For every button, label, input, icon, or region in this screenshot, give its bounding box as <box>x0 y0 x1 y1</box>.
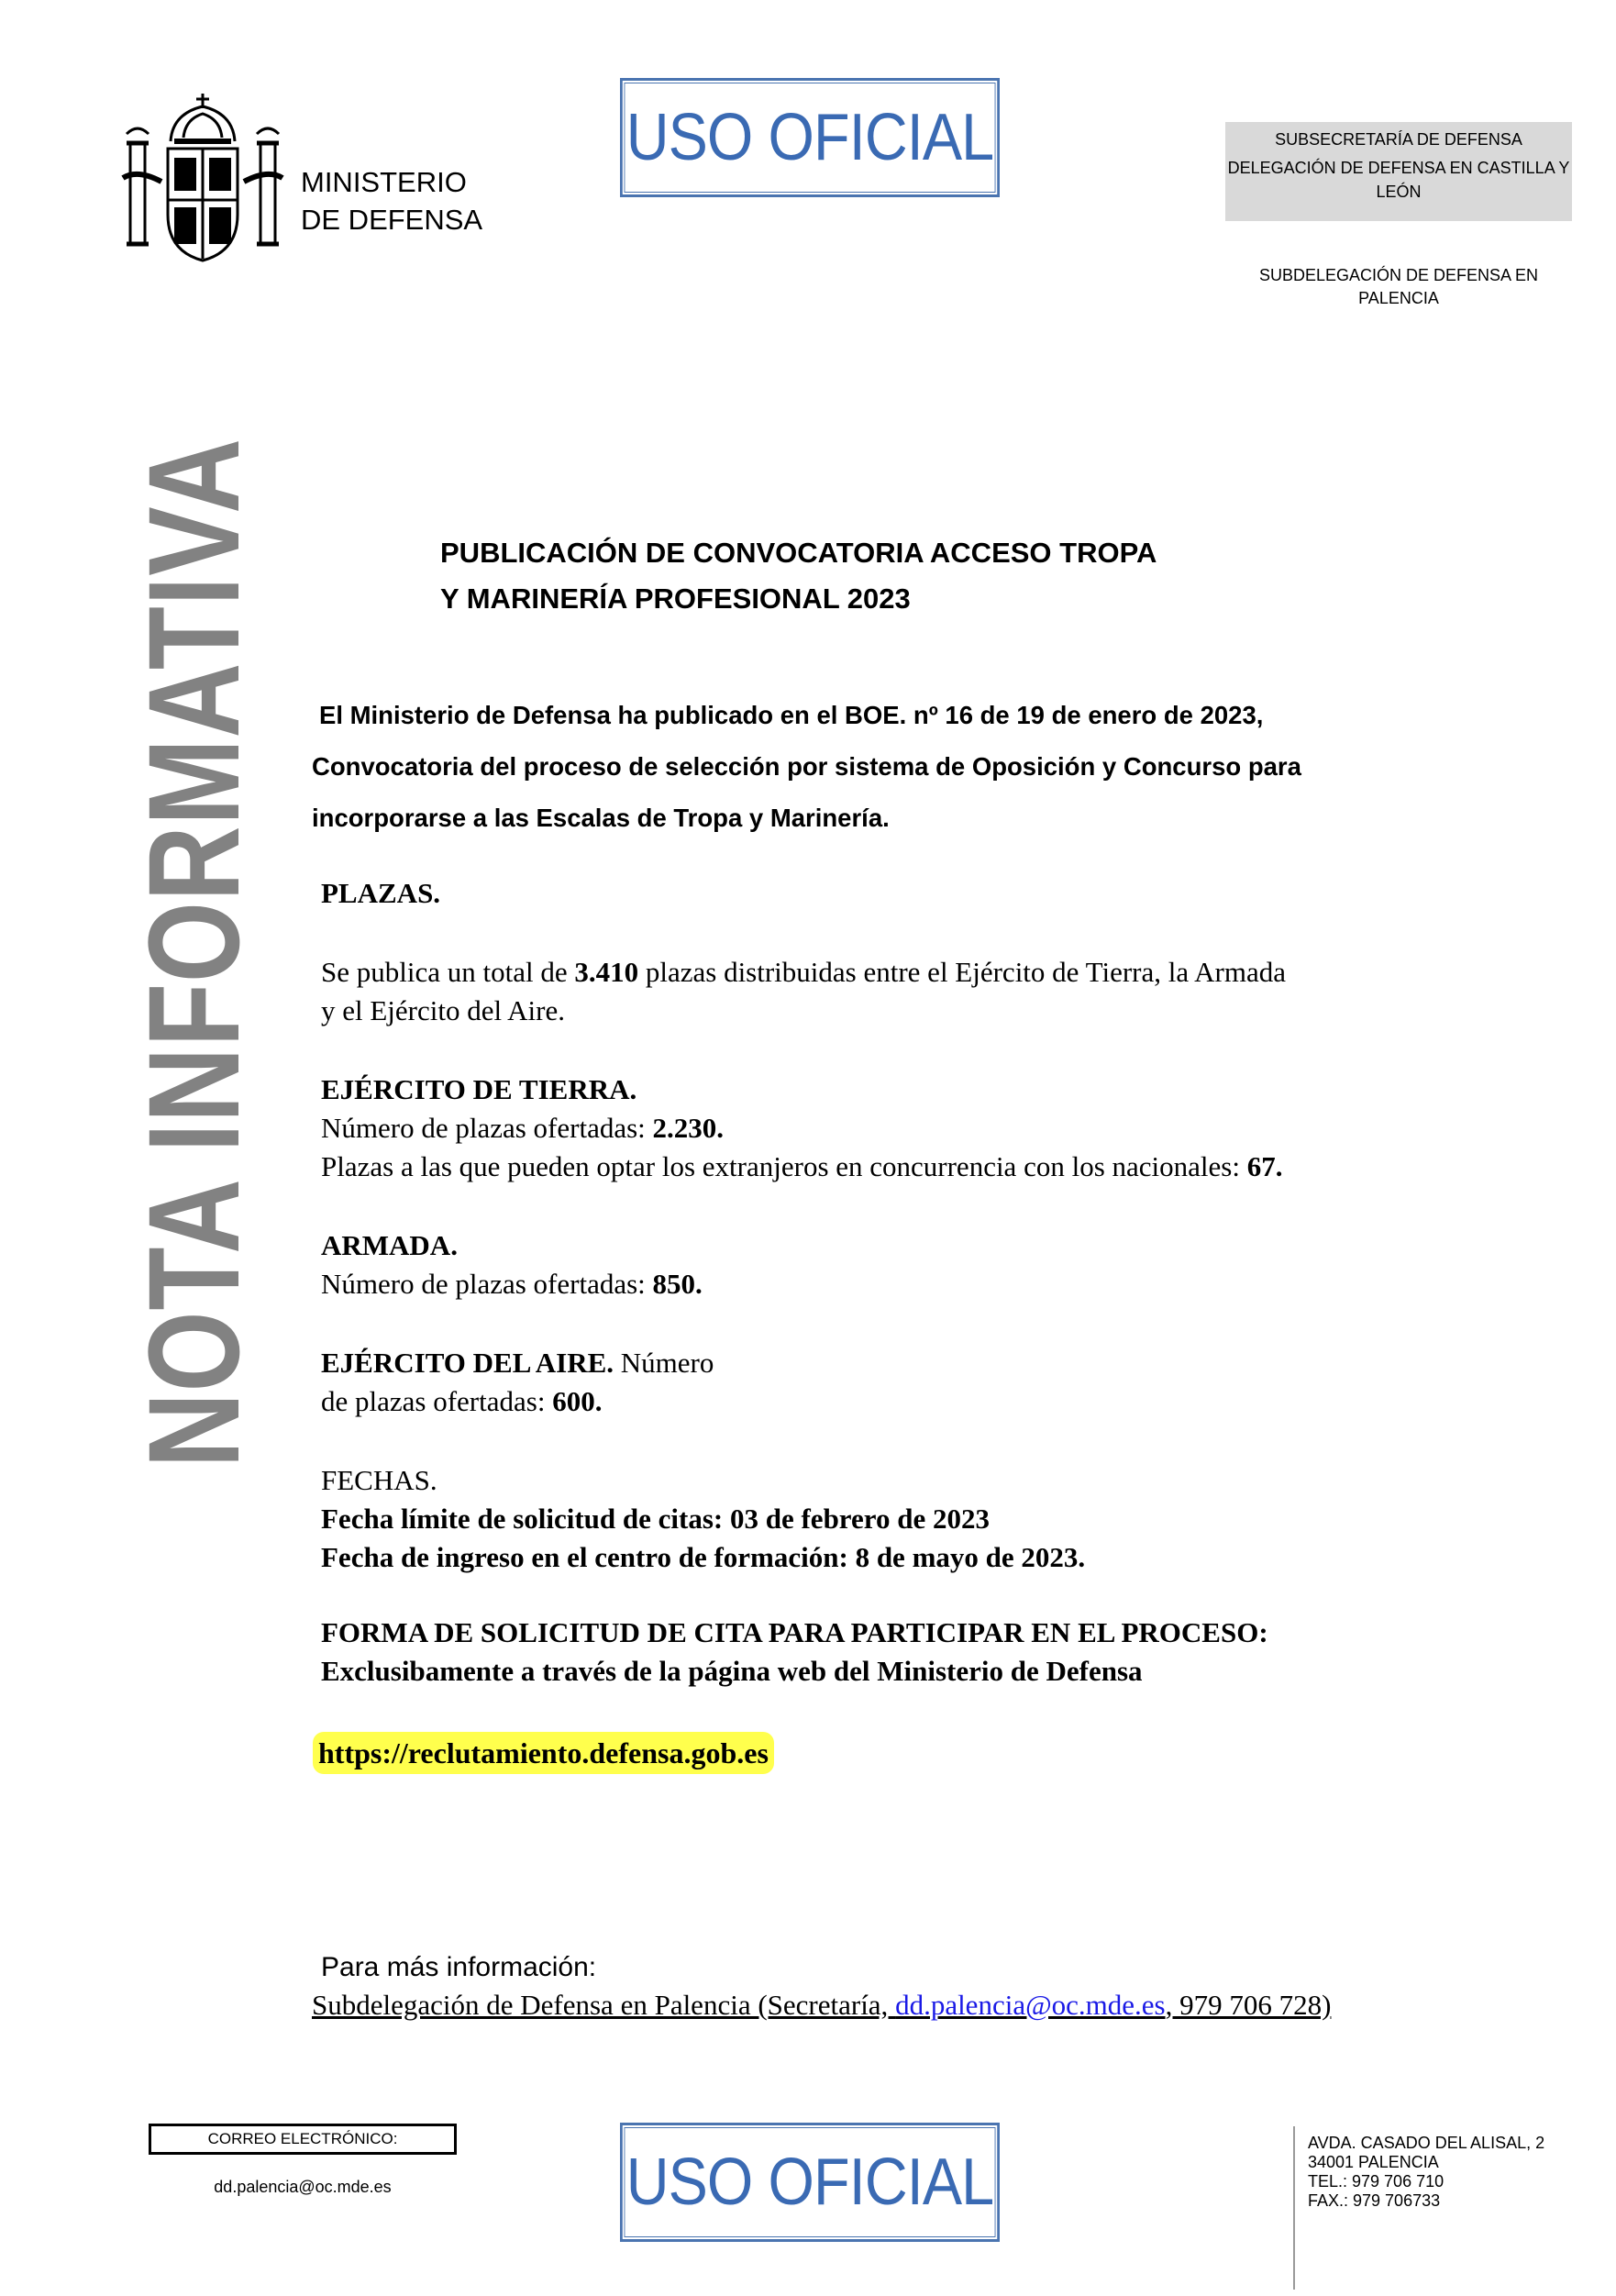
address-line-2: 34001 PALENCIA <box>1308 2153 1439 2171</box>
aire-label-part-1: Número <box>614 1347 714 1379</box>
title-line-1: PUBLICACIÓN DE CONVOCATORIA ACCESO TROPA <box>440 537 1157 569</box>
ministry-name <box>301 163 482 238</box>
plazas-total-line <box>321 954 1286 991</box>
plazas-text-before: Se publica un total de <box>321 956 575 988</box>
tierra-extranjeros-label: Plazas a las que pueden optar los extranjeros en concurrencia con los nacionales: <box>321 1150 1247 1182</box>
subsecretaria-box <box>1225 122 1572 221</box>
more-info-label: Para más información: <box>321 1952 597 1982</box>
footer-divider <box>1293 2126 1295 2290</box>
intro-line-3: incorporarse a las Escalas de Tropa y Marinería. <box>312 804 890 832</box>
ministry-line-2: DE DEFENSA <box>301 204 483 236</box>
tierra-extranjeros-value: 67. <box>1246 1150 1283 1182</box>
armada-plazas-value: 850. <box>652 1268 703 1300</box>
recruitment-url-link[interactable]: https://reclutamiento.defensa.gob.es <box>313 1732 774 1774</box>
aire-heading-line <box>321 1345 714 1381</box>
tierra-plazas-value: 2.230. <box>652 1112 725 1144</box>
tierra-plazas-label: Número de plazas ofertadas: <box>321 1112 653 1144</box>
aire-heading: EJÉRCITO DEL AIRE. <box>321 1347 614 1379</box>
more-info-text-before: Subdelegación de Defensa en Palencia (Secretaría, <box>312 1989 896 2021</box>
intro-line-2: Convocatoria del proceso de selección por sistema de Oposición y Concurso para <box>312 752 1301 781</box>
coat-of-arms-logo <box>117 86 288 266</box>
plazas-total-value: 3.410 <box>574 956 639 988</box>
correo-value: dd.palencia@oc.mde.es <box>214 2178 392 2196</box>
tierra-plazas-line <box>321 1110 724 1147</box>
subdelegacion-label: SUBDELEGACIÓN DE DEFENSA EN PALENCIA <box>1258 266 1539 307</box>
nota-informativa-vertical-title: NOTA INFORMATIVA <box>121 438 266 1468</box>
armada-heading: ARMADA. <box>321 1229 458 1261</box>
document-title <box>440 530 1157 622</box>
uso-oficial-stamp-top: USO OFICIAL <box>620 78 1000 197</box>
plazas-line-2: y el Ejército del Aire. <box>321 994 565 1026</box>
aire-plazas-value: 600. <box>552 1385 603 1417</box>
forma-heading: FORMA DE SOLICITUD DE CITA PARA PARTICIPAR EN EL PROCESO: <box>321 1616 1268 1648</box>
ministry-line-1: MINISTERIO <box>301 166 467 198</box>
intro-line-1: El Ministerio de Defensa ha publicado en el BOE. nº 16 de 19 de enero de 2023, <box>319 701 1264 729</box>
tierra-heading: EJÉRCITO DE TIERRA. <box>321 1073 637 1105</box>
uso-oficial-stamp-bottom: USO OFICIAL <box>620 2123 1000 2242</box>
address-tel: TEL.: 979 706 710 <box>1308 2172 1444 2191</box>
intro-paragraph <box>312 690 1301 844</box>
forma-text: Exclusibamente a través de la página web del Ministerio de Defensa <box>321 1655 1143 1687</box>
armada-plazas-line <box>321 1266 703 1303</box>
delegacion-label: DELEGACIÓN DE DEFENSA EN CASTILLA Y LEÓN <box>1227 159 1570 201</box>
aire-plazas-line <box>321 1383 602 1420</box>
fechas-heading: FECHAS. <box>321 1464 437 1496</box>
footer-address <box>1308 2134 1544 2211</box>
title-line-2: Y MARINERÍA PROFESIONAL 2023 <box>440 582 911 615</box>
address-fax: FAX.: 979 706733 <box>1308 2191 1441 2210</box>
fecha-limite: Fecha límite de solicitud de citas: 03 de febrero de 2023 <box>321 1503 990 1535</box>
more-info-text-after: , 979 706 728) <box>1165 1989 1332 2021</box>
armada-plazas-label: Número de plazas ofertadas: <box>321 1268 653 1300</box>
address-line-1: AVDA. CASADO DEL ALISAL, 2 <box>1308 2134 1545 2152</box>
plazas-text-after: plazas distribuidas entre el Ejército de Tierra, la Armada <box>638 956 1286 988</box>
more-info-line <box>312 1989 1331 2022</box>
correo-label-box: CORREO ELECTRÓNICO: <box>149 2124 457 2155</box>
subsecretaria-label: SUBSECRETARÍA DE DEFENSA <box>1275 130 1522 149</box>
tierra-extranjeros-line <box>321 1148 1282 1185</box>
plazas-heading: PLAZAS. <box>321 877 441 909</box>
aire-label-part-2: de plazas ofertadas: <box>321 1385 553 1417</box>
fecha-ingreso: Fecha de ingreso en el centro de formación: 8 de mayo de 2023. <box>321 1541 1086 1573</box>
more-info-email-link[interactable]: dd.palencia@oc.mde.es <box>895 1989 1166 2021</box>
